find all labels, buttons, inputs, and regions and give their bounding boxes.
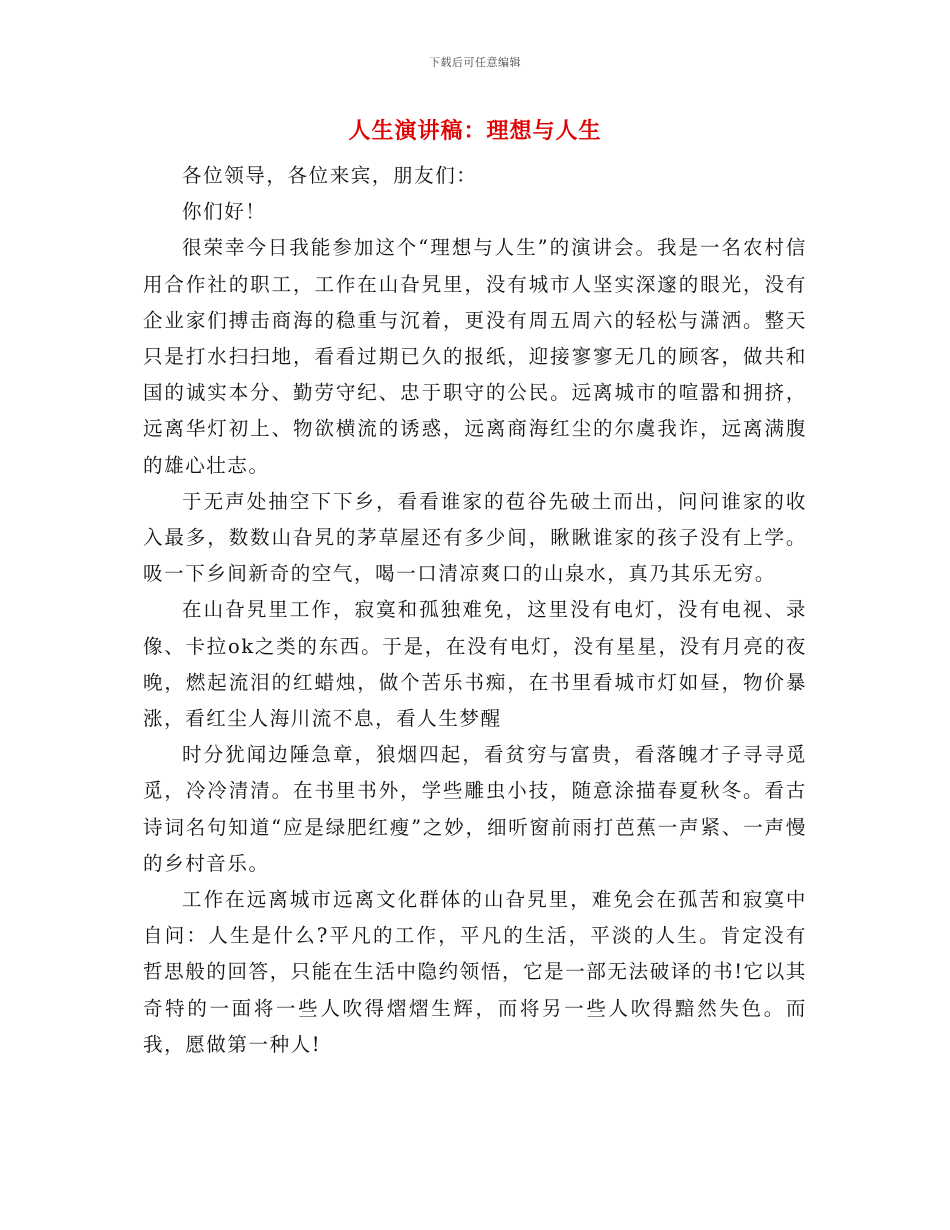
body-paragraph: 时分犹闻边陲急章，狼烟四起，看贫穷与富贵，看落魄才子寻寻觅觅，冷冷清清。在书里书外，学些雕虫小技，随意涂描春夏秋冬。看古诗词名句知道“应是绿肥红瘦”之妙，细听窗前雨打芭蕉一声紧、一声慢的乡村音乐。 [143,743,807,875]
header-note: 下载后可任意编辑 [429,56,521,69]
greeting-paragraph: 各位领导，各位来宾，朋友们： [182,164,478,187]
document-body [143,158,807,1063]
body-paragraph: 很荣幸今日我能参加这个“理想与人生”的演讲会。我是一名农村信用合作社的职工，工作在山旮旯里，没有城市人坚实深邃的眼光，没有企业家们搏击商海的稳重与沉着，更没有周五周六的轻松与潇洒。整天只是打水扫扫地，看看过期已久的报纸，迎接寥寥无几的顾客，做共和国的诚实本分、勤劳守纪、忠于职守的公民。远离城市的喧嚣和拥挤，远离华灯初上、物欲横流的诱惑，远离商海红尘的尔虞我诈，远离满腹的雄心壮志。 [143,236,807,477]
body-paragraph: 工作在远离城市远离文化群体的山旮旯里，难免会在孤苦和寂寞中自问：人生是什么?平凡的工作，平凡的生活，平淡的人生。肯定没有哲思般的回答，只能在生活中隐约领悟，它是一部无法破译的书!它以其奇特的一面将一些人吹得熠熠生辉，而将另一些人吹得黯然失色。而我，愿做第一种人! [143,888,807,1056]
body-paragraph: 在山旮旯里工作，寂寞和孤独难免，这里没有电灯，没有电视、录像、卡拉ok之类的东西。于是，在没有电灯，没有星星，没有月亮的夜晚，燃起流泪的红蜡烛，做个苦乐书痴，在书里看城市灯如昼，物价暴涨，看红尘人海川流不息，看人生梦醒 [143,598,807,731]
document-title: 人生演讲稿：理想与人生 [348,118,602,144]
body-paragraph: 于无声处抽空下下乡，看看谁家的苞谷先破土而出，问问谁家的收入最多，数数山旮旯的茅草屋还有多少间，瞅瞅谁家的孩子没有上学。吸一下乡间新奇的空气，喝一口清凉爽口的山泉水，真乃其乐无穷。 [143,489,807,586]
salutation-paragraph: 你们好！ [182,200,267,224]
